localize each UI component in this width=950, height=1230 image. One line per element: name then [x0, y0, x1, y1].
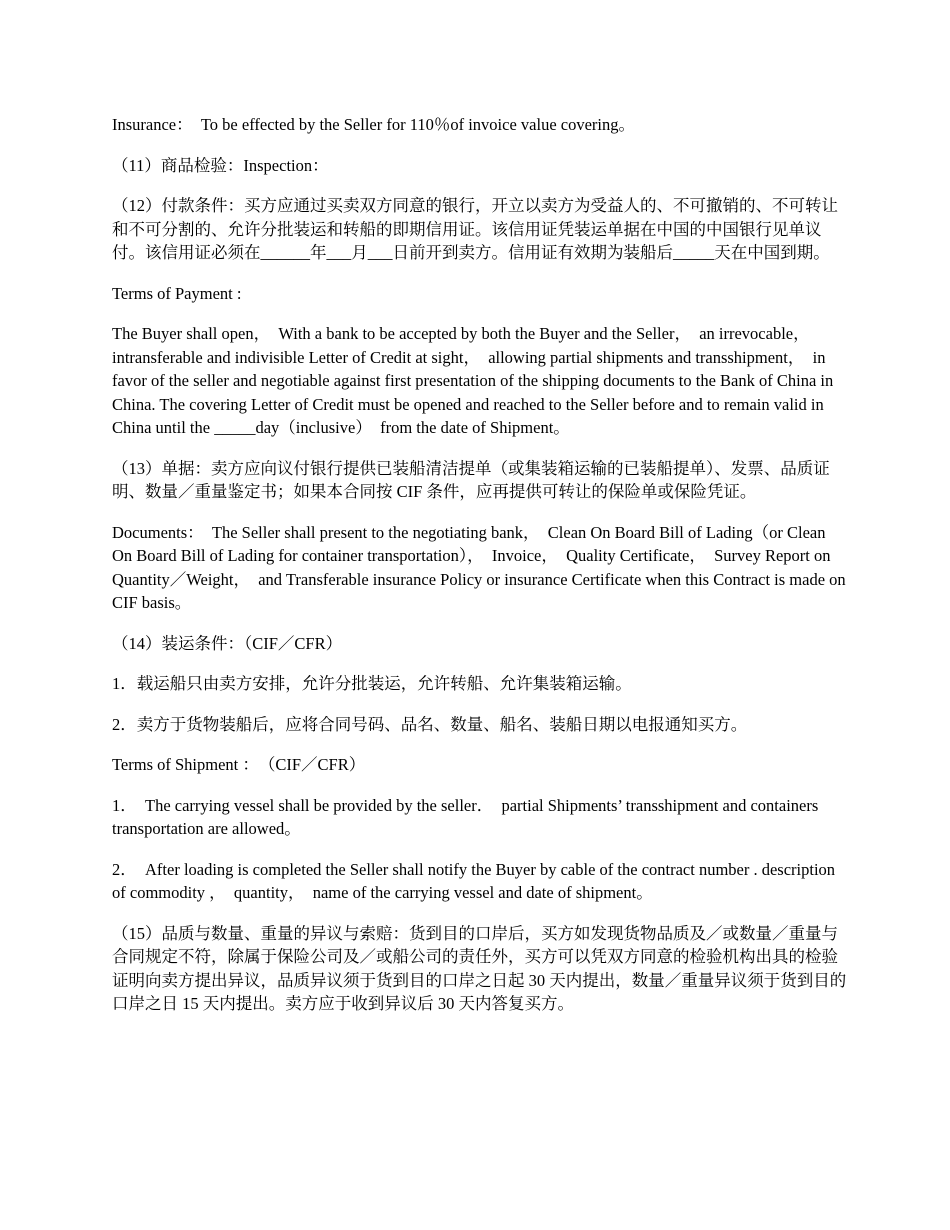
payment-terms-english: The Buyer shall open， With a bank to be accepted by both the Buyer and the Seller， an irrevocable，intransferable and indivisible Letter of Credit at sight， allowing partial shipments and transshipment， in favor of the seller and negotiable against first presentation of the shipping documents to the Bank of China in China. The covering Letter of Credit must be opened and reached to the Seller before and to remain valid in China until the _____day（inclusive） from the date of Shipment。: [112, 324, 834, 437]
shipment-terms-heading-chinese: （14）装运条件：（CIF／CFR）: [112, 633, 343, 653]
shipment-item-2-english: 2． After loading is completed the Seller shall notify the Buyer by cable of the contract number . description of commodity ， quantity， name of the carrying vessel and date of shipment。: [112, 859, 836, 902]
shipment-item-1-english: 1． The carrying vessel shall be provided by the seller． partial Shipments’ transshipment and containers transportation are allowed。: [112, 795, 819, 838]
claims-clause-chinese: （15）品质与数量、重量的异议与索赔：货到目的口岸后，买方如发现货物品质及／或数量／重量与合同规定不符，除属于保险公司及／或船公司的责任外，买方可以凭双方同意的检验机构出具的检验证明向卖方提出异议，品质异议须于货到目的口岸之日起 30 天内提出，数量／重量异议须于货到目的口岸之日 15 天内提出。卖方应于收到异议后 30 天内答复买方。: [112, 923, 847, 1013]
shipment-item-2-chinese: 2．卖方于货物装船后，应将合同号码、品名、数量、船名、装船日期以电报通知买方。: [112, 714, 748, 734]
shipment-item-1-chinese: 1．载运船只由卖方安排，允许分批装运，允许转船、允许集装箱运输。: [112, 674, 632, 693]
payment-terms-chinese: （12）付款条件：买方应通过买卖双方同意的银行，开立以卖方为受益人的、不可撤销的、不可转让和不可分割的、允许分批装运和转船的即期信用证。该信用证凭装运单据在中国的中国银行见单议付。该信用证必须在______年___月___日前开到卖方。信用证有效期为装船后_____天在中国到期。: [112, 196, 838, 262]
documents-clause-english: Documents： The Seller shall present to the negotiating bank， Clean On Board Bill of Lading（or Clean On Board Bill of Lading for container transportation）， Invoice， Quality Certificate， Survey Report on Quantity／Weight， and Transferable insurance Policy or insurance Certificate when this Contract is made on CIF basis。: [112, 522, 846, 612]
document-body: [112, 113, 847, 1033]
documents-clause-chinese: （13）单据：卖方应向议付银行提供已装船清洁提单（或集装箱运输的已装船提单）、发票、品质证明、数量／重量鉴定书；如果本合同按 CIF 条件，应再提供可转让的保险单或保险凭证。: [112, 458, 830, 501]
insurance-clause: Insurance： To be effected by the Seller for 110％of invoice value covering。: [112, 115, 635, 134]
inspection-heading: （11）商品检验：Inspection：: [112, 155, 329, 175]
shipment-terms-heading-english: Terms of Shipment ： （CIF／CFR）: [112, 755, 366, 774]
payment-terms-heading: Terms of Payment :: [112, 283, 242, 303]
